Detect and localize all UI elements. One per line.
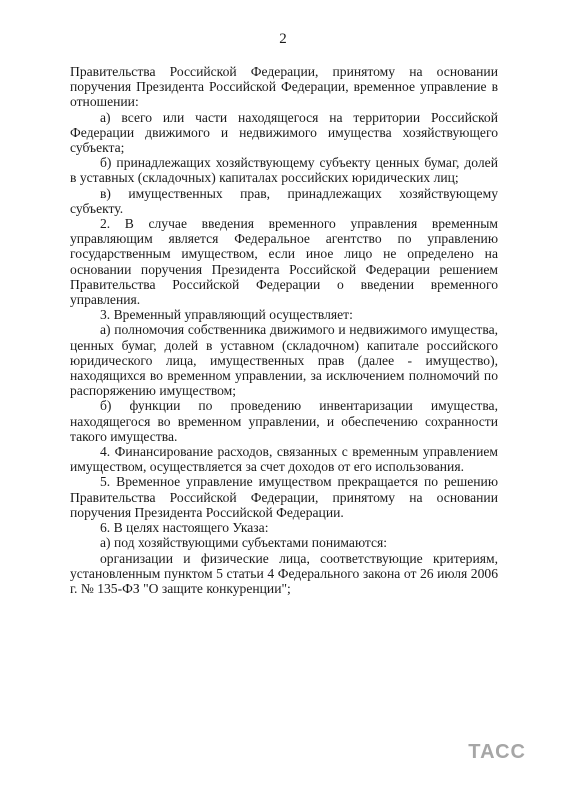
- paragraph-clause-6: 6. В целях настоящего Указа:: [100, 520, 269, 536]
- paragraph-clause-3: 3. Временный управляющий осуществляет:: [100, 307, 353, 323]
- tass-watermark-logo: ТАСС: [468, 741, 526, 763]
- paragraph-item-a: а) всего или части находящегося на территории Российской Федерации движимого и недвижимого имущества хозяйствующего субъекта;: [70, 109, 498, 156]
- paragraph-clause-5: 5. Временное управление имуществом прекращается по решению Правительства Российской Федерации, принятому на основании поручения Президента Российской Федерации.: [70, 474, 498, 520]
- paragraph-clause-2: 2. В случае введения временного управления временным управляющим является Федеральное агентство по управлению государственным имуществом, если иное лицо не определено на основании поручения Президента Российской Федерации решением Правительства Российской Федерации о введении временного управления.: [70, 216, 498, 308]
- paragraph-clause-3b: б) функции по проведению инвентаризации имущества, находящегося во временном управлении, и обеспечению сохранности такого имущества.: [70, 398, 498, 444]
- paragraph-intro: Правительства Российской Федерации, принятому на основании поручения Президента Российской Федерации, временное управление в отношении:: [70, 64, 498, 110]
- paragraph-clause-6a: а) под хозяйствующими субъектами понимаются:: [100, 535, 388, 551]
- paragraph-clause-3a: а) полномочия собственника движимого и недвижимого имущества, ценных бумаг, долей в уставном (складочном) капитале российского юридического лица, имущественных прав (далее - имущество), находящихся во временном управлении, за исключением полномочий по распоряжению имуществом;: [70, 322, 498, 399]
- page-number: 2: [279, 31, 287, 47]
- document-body: [70, 64, 498, 596]
- paragraph-item-b: б) принадлежащих хозяйствующему субъекту ценных бумаг, долей в уставных (складочных) капиталах российских юридических лиц;: [70, 155, 498, 186]
- paragraph-item-v: в) имущественных прав, принадлежащих хозяйствующему субъекту.: [70, 185, 498, 216]
- paragraph-clause-4: 4. Финансирование расходов, связанных с временным управлением имуществом, осуществляется за счет доходов от его использования.: [70, 444, 498, 475]
- paragraph-clause-6a-detail: организации и физические лица, соответствующие критериям, установленным пунктом 5 статьи 4 Федерального закона от 26 июля 2006 г. № 135-ФЗ "О защите конкуренции";: [70, 550, 498, 596]
